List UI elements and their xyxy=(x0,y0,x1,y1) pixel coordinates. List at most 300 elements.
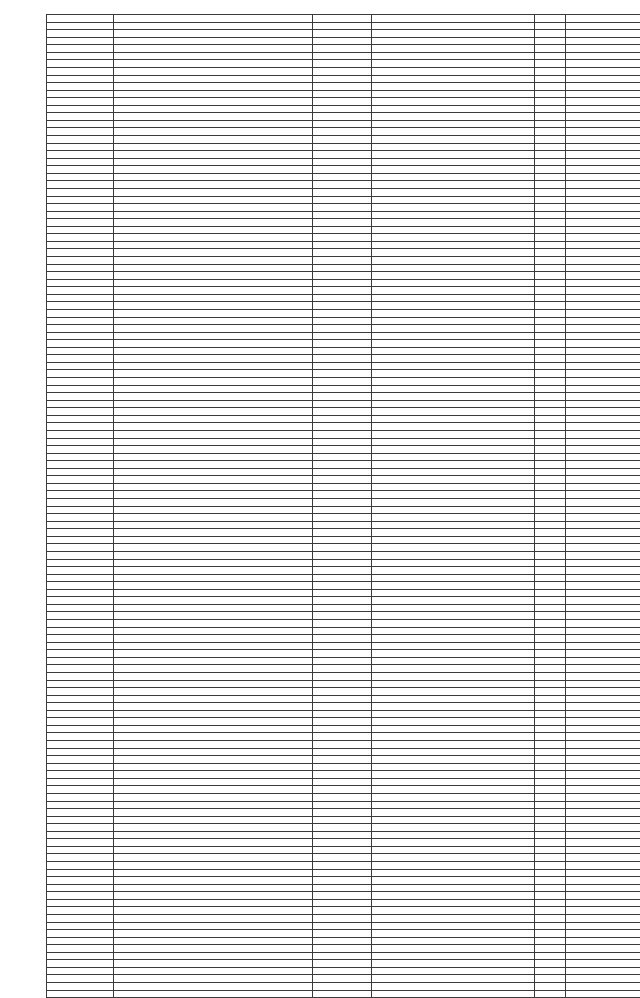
cost-cell xyxy=(566,15,640,23)
cost-cell xyxy=(566,589,640,597)
table-row xyxy=(47,620,640,628)
year-cell xyxy=(313,241,372,249)
address-cell xyxy=(114,854,313,862)
address-cell xyxy=(114,544,313,552)
table-row xyxy=(47,241,640,249)
year-cell xyxy=(313,710,372,718)
plan-year-cell xyxy=(535,937,566,945)
table-row xyxy=(47,846,640,854)
work-type-cell xyxy=(372,378,535,386)
table-row xyxy=(47,15,640,23)
table-row xyxy=(47,748,640,756)
address-cell xyxy=(114,196,313,204)
plan-year-cell xyxy=(535,597,566,605)
address-cell xyxy=(114,567,313,575)
table-row xyxy=(47,151,640,159)
record-id-cell xyxy=(47,423,114,431)
plan-year-cell xyxy=(535,226,566,234)
cost-cell xyxy=(566,287,640,295)
record-id-cell xyxy=(47,748,114,756)
work-type-cell xyxy=(372,188,535,196)
plan-year-cell xyxy=(535,657,566,665)
record-id-cell xyxy=(47,937,114,945)
cost-cell xyxy=(566,438,640,446)
record-id-cell xyxy=(47,620,114,628)
address-cell xyxy=(114,869,313,877)
year-cell xyxy=(313,862,372,870)
year-cell xyxy=(313,188,372,196)
record-id-cell xyxy=(47,907,114,915)
table-row xyxy=(47,907,640,915)
plan-year-cell xyxy=(535,430,566,438)
work-type-cell xyxy=(372,362,535,370)
record-id-cell xyxy=(47,559,114,567)
year-cell xyxy=(313,536,372,544)
table-row xyxy=(47,22,640,30)
cost-cell xyxy=(566,514,640,522)
plan-year-cell xyxy=(535,30,566,38)
cost-cell xyxy=(566,226,640,234)
table-row xyxy=(47,491,640,499)
cost-cell xyxy=(566,196,640,204)
cost-cell xyxy=(566,136,640,144)
work-type-cell xyxy=(372,241,535,249)
record-id-cell xyxy=(47,15,114,23)
address-cell xyxy=(114,612,313,620)
work-type-cell xyxy=(372,816,535,824)
work-type-cell xyxy=(372,302,535,310)
cost-cell xyxy=(566,695,640,703)
year-cell xyxy=(313,105,372,113)
plan-year-cell xyxy=(535,620,566,628)
work-type-cell xyxy=(372,90,535,98)
plan-year-cell xyxy=(535,22,566,30)
record-id-cell xyxy=(47,922,114,930)
work-type-cell xyxy=(372,446,535,454)
year-cell xyxy=(313,453,372,461)
year-cell xyxy=(313,990,372,998)
table-row xyxy=(47,778,640,786)
record-id-cell xyxy=(47,831,114,839)
record-id-cell xyxy=(47,491,114,499)
year-cell xyxy=(313,332,372,340)
record-id-cell xyxy=(47,854,114,862)
table-row xyxy=(47,892,640,900)
plan-year-cell xyxy=(535,771,566,779)
work-type-cell xyxy=(372,771,535,779)
year-cell xyxy=(313,446,372,454)
plan-year-cell xyxy=(535,113,566,121)
table-row xyxy=(47,763,640,771)
record-id-cell xyxy=(47,642,114,650)
table-row xyxy=(47,854,640,862)
year-cell xyxy=(313,355,372,363)
plan-year-cell xyxy=(535,204,566,212)
year-cell xyxy=(313,514,372,522)
address-cell xyxy=(114,393,313,401)
work-type-cell xyxy=(372,340,535,348)
cost-cell xyxy=(566,204,640,212)
record-id-cell xyxy=(47,544,114,552)
address-cell xyxy=(114,620,313,628)
table-row xyxy=(47,672,640,680)
address-cell xyxy=(114,347,313,355)
record-id-cell xyxy=(47,37,114,45)
work-type-cell xyxy=(372,22,535,30)
year-cell xyxy=(313,483,372,491)
address-cell xyxy=(114,83,313,91)
table-row xyxy=(47,529,640,537)
year-cell xyxy=(313,257,372,265)
record-id-cell xyxy=(47,45,114,53)
address-cell xyxy=(114,491,313,499)
plan-year-cell xyxy=(535,567,566,575)
work-type-cell xyxy=(372,355,535,363)
cost-cell xyxy=(566,45,640,53)
plan-year-cell xyxy=(535,710,566,718)
year-cell xyxy=(313,113,372,121)
year-cell xyxy=(313,793,372,801)
table-row xyxy=(47,446,640,454)
table-row xyxy=(47,514,640,522)
cost-cell xyxy=(566,272,640,280)
work-type-cell xyxy=(372,461,535,469)
table-row xyxy=(47,710,640,718)
work-type-cell xyxy=(372,287,535,295)
table-row xyxy=(47,287,640,295)
work-type-cell xyxy=(372,975,535,983)
year-cell xyxy=(313,831,372,839)
plan-year-cell xyxy=(535,529,566,537)
year-cell xyxy=(313,476,372,484)
year-cell xyxy=(313,37,372,45)
cost-cell xyxy=(566,506,640,514)
work-type-cell xyxy=(372,257,535,265)
table-row xyxy=(47,257,640,265)
cost-cell xyxy=(566,680,640,688)
address-cell xyxy=(114,665,313,673)
work-type-cell xyxy=(372,642,535,650)
table-row xyxy=(47,378,640,386)
plan-year-cell xyxy=(535,272,566,280)
work-type-cell xyxy=(372,438,535,446)
record-id-cell xyxy=(47,816,114,824)
plan-year-cell xyxy=(535,287,566,295)
table-row xyxy=(47,211,640,219)
work-type-cell xyxy=(372,990,535,998)
table-row xyxy=(47,793,640,801)
record-id-cell xyxy=(47,778,114,786)
work-type-cell xyxy=(372,786,535,794)
record-id-cell xyxy=(47,67,114,75)
work-type-cell xyxy=(372,173,535,181)
table-row xyxy=(47,521,640,529)
address-cell xyxy=(114,831,313,839)
year-cell xyxy=(313,612,372,620)
year-cell xyxy=(313,718,372,726)
table-row xyxy=(47,831,640,839)
work-type-cell xyxy=(372,952,535,960)
year-cell xyxy=(313,158,372,166)
work-type-cell xyxy=(372,317,535,325)
plan-year-cell xyxy=(535,332,566,340)
table-row xyxy=(47,249,640,257)
address-cell xyxy=(114,188,313,196)
year-cell xyxy=(313,824,372,832)
table-row xyxy=(47,574,640,582)
work-type-cell xyxy=(372,612,535,620)
address-cell xyxy=(114,793,313,801)
address-cell xyxy=(114,257,313,265)
table-row xyxy=(47,650,640,658)
year-cell xyxy=(313,83,372,91)
year-cell xyxy=(313,317,372,325)
table-row xyxy=(47,695,640,703)
address-cell xyxy=(114,756,313,764)
year-cell xyxy=(313,665,372,673)
address-cell xyxy=(114,589,313,597)
address-cell xyxy=(114,370,313,378)
record-id-cell xyxy=(47,347,114,355)
address-cell xyxy=(114,710,313,718)
work-type-cell xyxy=(372,733,535,741)
year-cell xyxy=(313,741,372,749)
cost-cell xyxy=(566,415,640,423)
record-id-cell xyxy=(47,476,114,484)
address-cell xyxy=(114,128,313,136)
record-id-cell xyxy=(47,657,114,665)
year-cell xyxy=(313,983,372,991)
record-id-cell xyxy=(47,400,114,408)
address-cell xyxy=(114,680,313,688)
table-row xyxy=(47,415,640,423)
cost-cell xyxy=(566,257,640,265)
table-row xyxy=(47,279,640,287)
address-cell xyxy=(114,22,313,30)
address-cell xyxy=(114,597,313,605)
address-cell xyxy=(114,75,313,83)
table-row xyxy=(47,703,640,711)
plan-year-cell xyxy=(535,446,566,454)
year-cell xyxy=(313,30,372,38)
cost-cell xyxy=(566,960,640,968)
plan-year-cell xyxy=(535,635,566,643)
plan-year-cell xyxy=(535,869,566,877)
plan-year-cell xyxy=(535,45,566,53)
record-id-cell xyxy=(47,635,114,643)
year-cell xyxy=(313,960,372,968)
cost-cell xyxy=(566,355,640,363)
table-row xyxy=(47,771,640,779)
cost-cell xyxy=(566,756,640,764)
address-cell xyxy=(114,846,313,854)
cost-cell xyxy=(566,75,640,83)
record-id-cell xyxy=(47,650,114,658)
year-cell xyxy=(313,128,372,136)
plan-year-cell xyxy=(535,748,566,756)
year-cell xyxy=(313,294,372,302)
record-id-cell xyxy=(47,597,114,605)
plan-year-cell xyxy=(535,960,566,968)
address-cell xyxy=(114,559,313,567)
record-id-cell xyxy=(47,362,114,370)
work-type-cell xyxy=(372,567,535,575)
record-id-cell xyxy=(47,241,114,249)
record-id-cell xyxy=(47,763,114,771)
year-cell xyxy=(313,604,372,612)
year-cell xyxy=(313,204,372,212)
address-cell xyxy=(114,627,313,635)
address-cell xyxy=(114,173,313,181)
address-cell xyxy=(114,604,313,612)
address-cell xyxy=(114,400,313,408)
cost-cell xyxy=(566,877,640,885)
work-type-cell xyxy=(372,793,535,801)
cost-cell xyxy=(566,105,640,113)
plan-year-cell xyxy=(535,983,566,991)
plan-year-cell xyxy=(535,196,566,204)
table-row xyxy=(47,899,640,907)
year-cell xyxy=(313,461,372,469)
table-row xyxy=(47,143,640,151)
cost-cell xyxy=(566,620,640,628)
year-cell xyxy=(313,892,372,900)
work-type-cell xyxy=(372,294,535,302)
table-row xyxy=(47,688,640,696)
cost-cell xyxy=(566,309,640,317)
cost-cell xyxy=(566,408,640,416)
year-cell xyxy=(313,680,372,688)
year-cell xyxy=(313,45,372,53)
table-row xyxy=(47,272,640,280)
work-type-cell xyxy=(372,83,535,91)
address-cell xyxy=(114,945,313,953)
address-cell xyxy=(114,657,313,665)
year-cell xyxy=(313,952,372,960)
cost-cell xyxy=(566,725,640,733)
table-row xyxy=(47,536,640,544)
record-id-cell xyxy=(47,695,114,703)
cost-cell xyxy=(566,52,640,60)
record-id-cell xyxy=(47,211,114,219)
cost-cell xyxy=(566,627,640,635)
table-row xyxy=(47,302,640,310)
record-id-cell xyxy=(47,665,114,673)
record-id-cell xyxy=(47,370,114,378)
table-row xyxy=(47,340,640,348)
plan-year-cell xyxy=(535,786,566,794)
plan-year-cell xyxy=(535,612,566,620)
table-row xyxy=(47,438,640,446)
table-row xyxy=(47,990,640,998)
year-cell xyxy=(313,415,372,423)
plan-year-cell xyxy=(535,461,566,469)
table-body xyxy=(47,15,640,998)
year-cell xyxy=(313,226,372,234)
work-type-cell xyxy=(372,249,535,257)
record-id-cell xyxy=(47,355,114,363)
plan-year-cell xyxy=(535,279,566,287)
record-id-cell xyxy=(47,188,114,196)
table-row xyxy=(47,960,640,968)
work-type-cell xyxy=(372,695,535,703)
work-type-cell xyxy=(372,128,535,136)
record-id-cell xyxy=(47,272,114,280)
cost-cell xyxy=(566,400,640,408)
plan-year-cell xyxy=(535,695,566,703)
work-type-cell xyxy=(372,347,535,355)
cost-cell xyxy=(566,325,640,333)
table-row xyxy=(47,264,640,272)
cost-cell xyxy=(566,294,640,302)
plan-year-cell xyxy=(535,521,566,529)
year-cell xyxy=(313,234,372,242)
record-id-cell xyxy=(47,325,114,333)
work-type-cell xyxy=(372,748,535,756)
year-cell xyxy=(313,211,372,219)
address-cell xyxy=(114,378,313,386)
address-cell xyxy=(114,136,313,144)
address-cell xyxy=(114,204,313,212)
work-type-cell xyxy=(372,234,535,242)
table-row xyxy=(47,393,640,401)
address-cell xyxy=(114,771,313,779)
work-type-cell xyxy=(372,983,535,991)
plan-year-cell xyxy=(535,67,566,75)
plan-year-cell xyxy=(535,559,566,567)
address-cell xyxy=(114,219,313,227)
year-cell xyxy=(313,877,372,885)
record-id-cell xyxy=(47,725,114,733)
year-cell xyxy=(313,173,372,181)
table-row xyxy=(47,226,640,234)
table-row xyxy=(47,188,640,196)
cost-cell xyxy=(566,688,640,696)
address-cell xyxy=(114,483,313,491)
address-cell xyxy=(114,45,313,53)
year-cell xyxy=(313,506,372,514)
table-row xyxy=(47,937,640,945)
cost-cell xyxy=(566,793,640,801)
table-row xyxy=(47,234,640,242)
address-cell xyxy=(114,574,313,582)
address-cell xyxy=(114,90,313,98)
plan-year-cell xyxy=(535,930,566,938)
work-type-cell xyxy=(372,181,535,189)
record-id-cell xyxy=(47,430,114,438)
work-type-cell xyxy=(372,877,535,885)
plan-year-cell xyxy=(535,249,566,257)
plan-year-cell xyxy=(535,582,566,590)
table-row xyxy=(47,627,640,635)
year-cell xyxy=(313,423,372,431)
plan-year-cell xyxy=(535,763,566,771)
plan-year-cell xyxy=(535,340,566,348)
record-id-cell xyxy=(47,30,114,38)
record-id-cell xyxy=(47,688,114,696)
record-id-cell xyxy=(47,536,114,544)
plan-year-cell xyxy=(535,862,566,870)
work-type-cell xyxy=(372,680,535,688)
address-cell xyxy=(114,551,313,559)
year-cell xyxy=(313,309,372,317)
address-cell xyxy=(114,884,313,892)
address-cell xyxy=(114,725,313,733)
year-cell xyxy=(313,854,372,862)
year-cell xyxy=(313,657,372,665)
year-cell xyxy=(313,136,372,144)
plan-year-cell xyxy=(535,90,566,98)
